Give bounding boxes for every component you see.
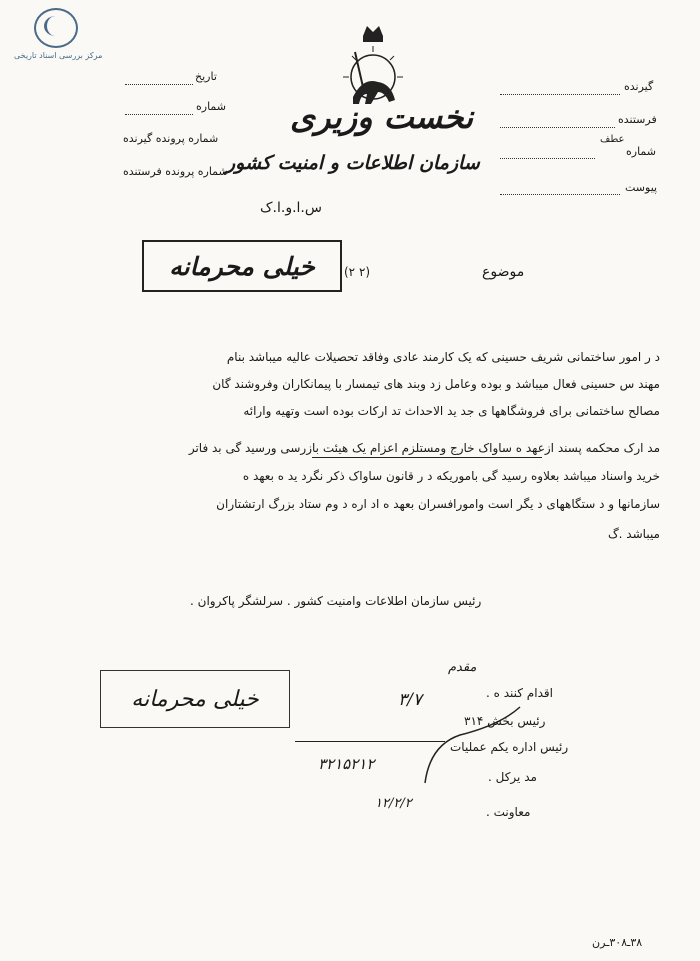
classification-stamp-secondary	[100, 670, 290, 728]
number-line	[125, 114, 193, 115]
body-line: د ر امور ساختمانی شریف حسینی که یک کارمند عادی وفاقد تحصیلات عالیه میباشد بنام	[226, 350, 660, 364]
action-item: رئیس اداره یکم عملیات	[450, 740, 569, 754]
reference-label: عطف	[600, 134, 625, 145]
date-label: تاریخ	[195, 70, 217, 83]
sender-label: فرستنده	[618, 113, 657, 126]
action-item: اقدام کنند ه .	[486, 686, 553, 700]
sender-file-number-label: شماره پرونده فرستنده	[123, 165, 228, 178]
number-line-right	[500, 158, 595, 159]
classification-text-secondary: خیلی محرمانه	[131, 686, 259, 712]
handwritten-date: ۳/۷	[398, 690, 422, 710]
org-title-secondary: سازمان اطلاعات و امنیت کشور	[226, 152, 480, 174]
archive-name: مرکز بررسی اسناد تاریخی	[14, 51, 103, 60]
receiver-label: گیرنده	[624, 80, 654, 93]
handwritten-numbers: ۳۲۱۵۲۱۲	[318, 755, 375, 773]
body-line: میباشد .گ	[607, 527, 660, 541]
classification-stamp	[142, 240, 342, 292]
reference-code: س.ا.و.ا.ک	[260, 200, 322, 216]
subject-code: (۲ ۲)	[344, 265, 371, 279]
form-code: ۳۸ـ۳۰۸ـرن	[592, 936, 643, 949]
body-line: سازمانها و د ستگاههای د یگر است وامورافسران بعهد ه اد اره د وم ستاد بزرگ ارتشتاران	[216, 497, 660, 511]
archive-logo-icon	[34, 8, 78, 48]
signature-line: رئیس سازمان اطلاعات وامنیت کشور . سرلشگر پاکروان .	[190, 594, 482, 608]
attachment-line	[500, 194, 620, 195]
file-number-label: شماره پرونده گیرنده	[123, 132, 219, 145]
org-title-primary: نخست وزیری	[290, 98, 474, 136]
action-item: مد یرکل .	[488, 770, 537, 784]
handwritten-initials: ۱۲/۲/۲	[375, 796, 412, 811]
date-line	[125, 84, 193, 85]
attachment-label: پیوست	[625, 181, 658, 194]
handwritten-mark: مقدم	[448, 660, 477, 675]
handwritten-curve	[420, 705, 530, 785]
classification-text: خیلی محرمانه	[169, 251, 315, 281]
number-label-right: شماره	[626, 145, 657, 158]
archive-watermark	[14, 8, 103, 60]
number-label: شماره	[196, 100, 227, 113]
body-line: مهند س حسینی فعال میباشد و بوده وعامل زد وبند های تیمسار با پیمانکاران وفروشند گان	[212, 377, 660, 391]
subject-label: موضوع	[482, 264, 525, 280]
body-line: خرید واسناد میباشد بعلاوه رسید گی باموریکه د ر قانون ساواک ذکر نگرد ید ه بعهد ه	[242, 469, 660, 483]
receiver-line	[500, 94, 620, 95]
action-item: معاونت .	[486, 805, 531, 819]
body-line: مد ارک محکمه پسند ازعهد ه ساواک خارج ومستلزم اعزام یک هیئت بازرسی ورسید گی بد فاتر	[188, 441, 660, 455]
body-line: مصالح ساختمانی برای فروشگاهها ی جد ید الاحداث تد ارکات بوده است وتهیه وارائه	[243, 404, 660, 418]
underline-mark	[312, 457, 542, 458]
sender-line	[500, 127, 615, 128]
action-item: رئیس بخش ۳۱۴	[464, 714, 546, 728]
